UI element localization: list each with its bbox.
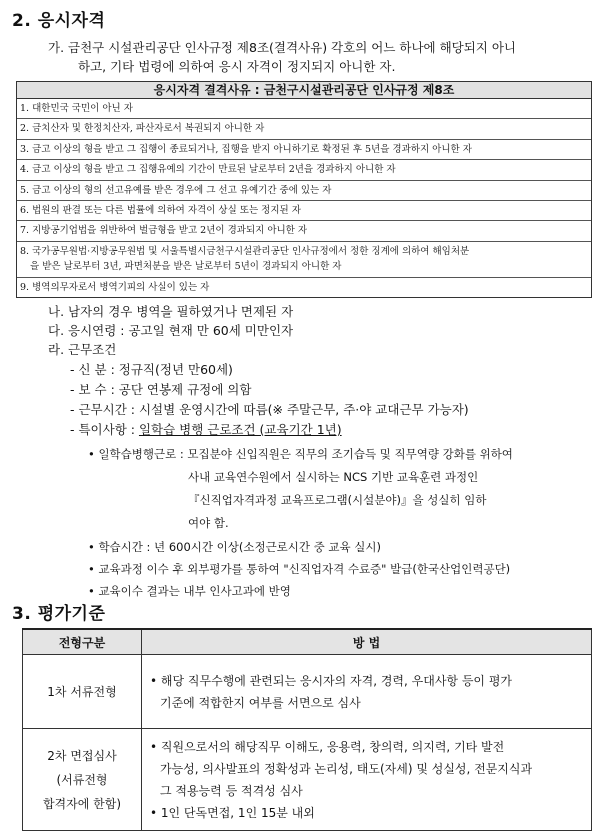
reason-item: 4. 금고 이상의 형을 받고 그 집행유예의 기간이 만료된 날로부터 2년을 경과하지 아니한 자 bbox=[17, 160, 591, 180]
row2-category bbox=[23, 729, 142, 831]
reason-item: 1. 대한민국 국민이 아닌 자 bbox=[17, 99, 591, 119]
bullet-study-hours: • 학습시간 : 년 600시간 이상(소정근로시간 중 교육 실시) bbox=[88, 540, 382, 554]
row2-method-line4: • 1인 단독면접, 1인 15분 내외 bbox=[150, 805, 315, 820]
evaluation-table bbox=[22, 628, 592, 831]
row2-method-line3: 그 적용능력 등 적격성 심사 bbox=[160, 783, 303, 798]
row1-method-line2: 기준에 적합한지 여부를 서면으로 심사 bbox=[160, 695, 361, 710]
row2-method bbox=[142, 729, 592, 831]
condition-special-label: - 특이사항 : bbox=[70, 422, 139, 437]
condition-status: - 신 분 : 정규직(정년 만60세) bbox=[70, 362, 233, 377]
bullet-work-study-line4: 여야 함. bbox=[188, 516, 229, 530]
qualification-da: 다. 응시연령 : 공고일 현재 만 60세 미만인자 bbox=[48, 323, 294, 338]
reason-item: 3. 금고 이상의 형을 받고 그 집행이 종료되거나, 집행을 받지 아니하기로 확정된 후 5년을 경과하지 아니한 자 bbox=[17, 140, 591, 160]
table-row bbox=[23, 655, 592, 729]
reason-item: 7. 지방공기업법을 위반하여 벌금형을 받고 2년이 경과되지 아니한 자 bbox=[17, 221, 591, 241]
condition-special-value: 일학습 병행 근로조건 (교육기간 1년) bbox=[138, 422, 342, 437]
header-category: 전형구분 bbox=[23, 629, 142, 655]
row2-method-line2: 가능성, 의사발표의 정확성과 논리성, 태도(자세) 및 성실성, 전문지식과 bbox=[160, 761, 533, 776]
row2-method-line1: • 직원으로서의 해당직무 이해도, 응용력, 창의력, 의지력, 기타 발전 bbox=[150, 739, 505, 754]
section-title-qualification: 2. 응시자격 bbox=[12, 11, 106, 31]
row1-method bbox=[142, 655, 592, 729]
condition-special bbox=[70, 420, 342, 439]
qualification-ga-line1: 가. 금천구 시설관리공단 인사규정 제8조(결격사유) 각호의 어느 하나에 해당되지 아니 bbox=[48, 40, 516, 55]
section-title-evaluation: 3. 평가기준 bbox=[12, 604, 106, 624]
reason-item: 2. 금치산자 및 한정치산자, 파산자로서 복권되지 아니한 자 bbox=[17, 119, 591, 139]
header-method: 방 법 bbox=[142, 629, 592, 655]
bullet-work-study: • 일학습병행근로 : 모집분야 신입직원은 직무의 조기습득 및 직무역량 강화를 위하여 bbox=[88, 447, 513, 461]
reason-item: 9. 병역의무자로서 병역기피의 사실이 있는 자 bbox=[20, 281, 210, 293]
qualification-ra: 라. 근무조건 bbox=[48, 342, 117, 357]
bullet-work-study-line2: 사내 교육연수원에서 실시하는 NCS 기반 교육훈련 과정인 bbox=[188, 470, 479, 484]
qualification-na: 나. 남자의 경우 병역을 필하였거나 면제된 자 bbox=[48, 304, 294, 319]
row1-method-line1: • 해당 직무수행에 관련되는 응시자의 자격, 경력, 우대사항 등이 평가 bbox=[150, 673, 513, 688]
row2-category-line3: 합격자에 한함) bbox=[42, 796, 122, 811]
table-row bbox=[23, 729, 592, 831]
disqualification-box-title: 응시자격 결격사유 : 금천구시설관리공단 인사규정 제8조 bbox=[17, 82, 591, 99]
row2-category-line1: 2차 면접심사 bbox=[47, 748, 117, 763]
bullet-evaluation: • 교육이수 결과는 내부 인사고과에 반영 bbox=[88, 584, 291, 598]
reason-8-line1: 8. 국가공무원법·지방공무원법 및 서울특별시금천구시설관리공단 인사규정에서 정한 징계에 의하여 해임처분 bbox=[20, 245, 470, 257]
bullet-certificate: • 교육과정 이수 후 외부평가를 통하여 "신직업자격 수료증" 발급(한국산업인력공단) bbox=[88, 562, 511, 576]
reason-item-8 bbox=[17, 242, 591, 278]
condition-hours: - 근무시간 : 시설별 운영시간에 따름(※ 주말근무, 주·야 교대근무 가능자) bbox=[70, 402, 469, 417]
reason-item: 5. 금고 이상의 형의 선고유예를 받은 경우에 그 선고 유예기간 중에 있는 자 bbox=[17, 181, 591, 201]
condition-pay: - 보 수 : 공단 연봉제 규정에 의함 bbox=[70, 382, 252, 397]
bullet-work-study-line3: 『신직업자격과정 교육프로그램(시설분야)』을 성실히 임하 bbox=[188, 493, 487, 507]
reason-item: 6. 법원의 판결 또는 다른 법률에 의하여 자격이 상실 또는 정지된 자 bbox=[17, 201, 591, 221]
reason-8-line2: 을 받은 날로부터 3년, 파면처분을 받은 날로부터 5년이 경과되지 아니한 자 bbox=[30, 261, 342, 273]
table-header-row bbox=[23, 629, 592, 655]
qualification-ga-line2: 하고, 기타 법령에 의하여 응시 자격이 정지되지 아니한 자. bbox=[78, 59, 396, 74]
row2-category-line2: (서류전형 bbox=[56, 772, 108, 787]
disqualification-box bbox=[16, 81, 592, 298]
row1-category: 1차 서류전형 bbox=[23, 655, 142, 729]
